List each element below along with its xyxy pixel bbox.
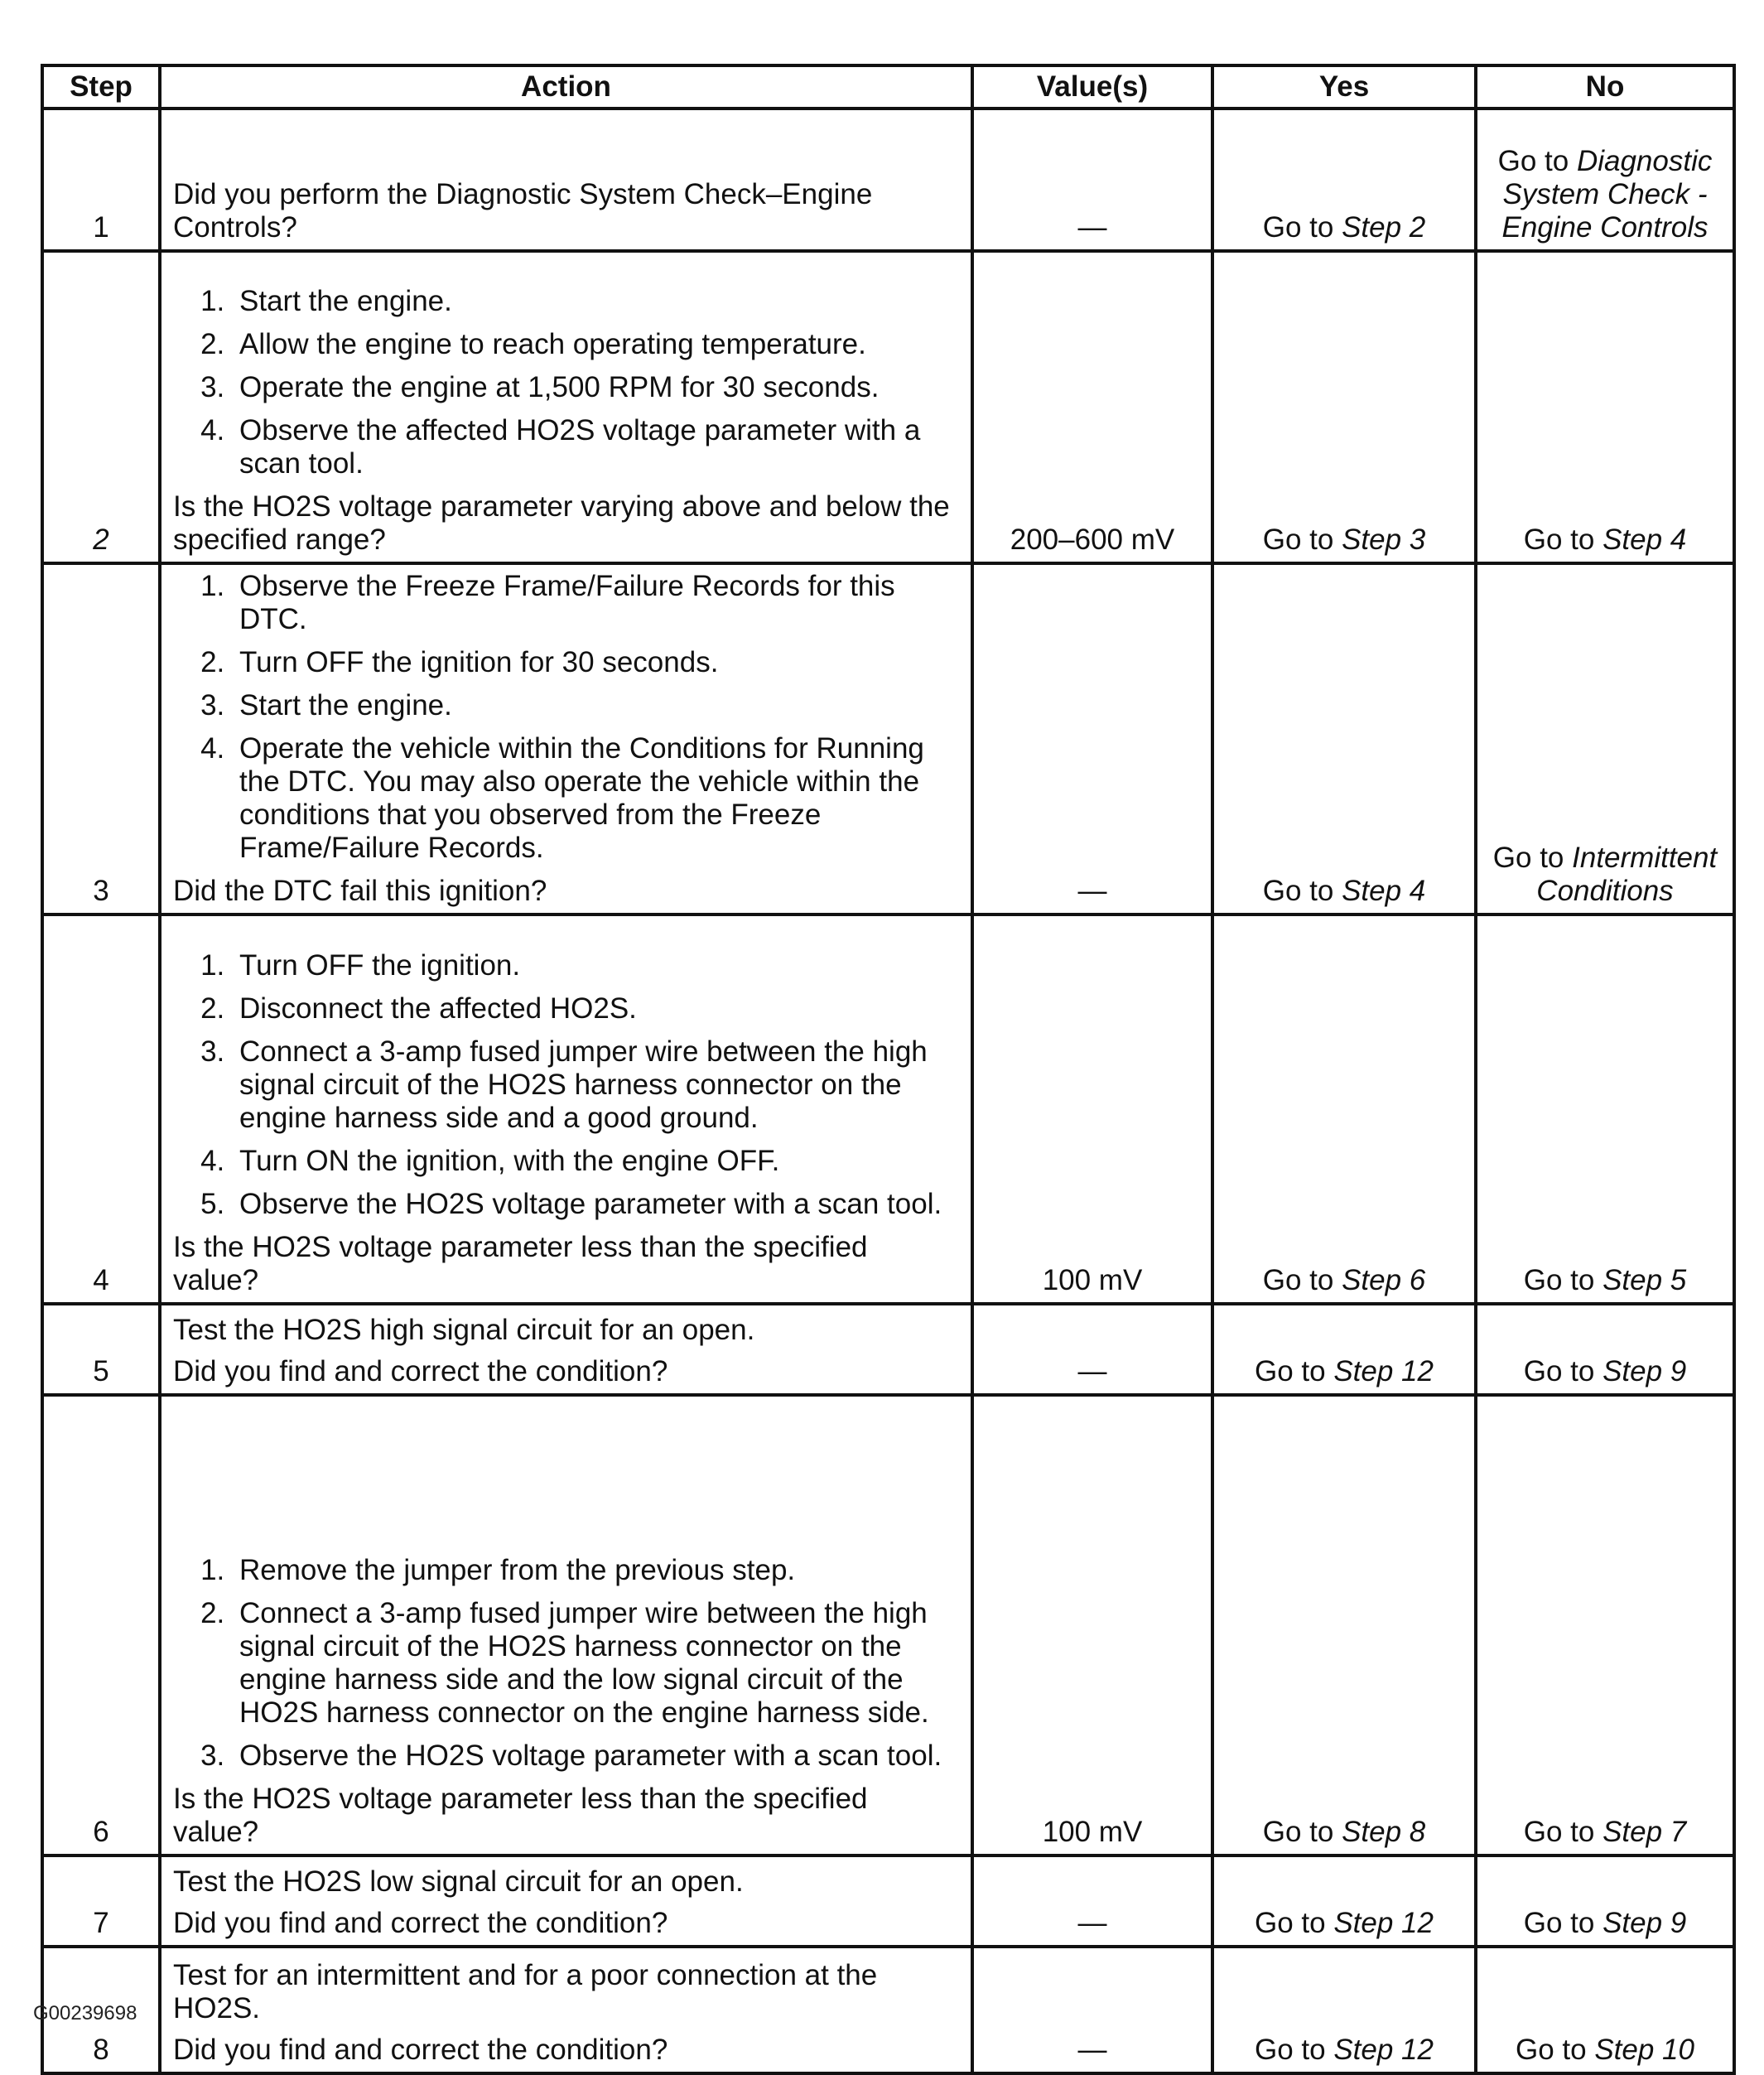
header-values: Value(s) xyxy=(972,65,1212,109)
action-item: 1. Remove the jumper from the previous step. xyxy=(233,1554,959,1587)
action-item: 2. Turn OFF the ignition for 30 seconds. xyxy=(233,646,959,679)
header-step: Step xyxy=(42,65,160,109)
action-item: 1. Observe the Freeze Frame/Failure Records for this DTC. xyxy=(233,570,959,636)
no-target-link[interactable]: Step 9 xyxy=(1603,1355,1687,1387)
no-target-link[interactable]: Step 9 xyxy=(1603,1907,1687,1939)
yes-go-to-text: Go to xyxy=(1255,1355,1334,1387)
value-cell: 200–600 mV xyxy=(972,251,1212,563)
value-cell: 100 mV xyxy=(972,914,1212,1304)
table-row xyxy=(42,1395,1734,1855)
action-item: 2. Connect a 3-amp fused jumper wire between the high signal circuit of the HO2S harness connector on the engine harness side and the low signal circuit of the HO2S harness connector on the engine harness side. xyxy=(233,1597,959,1730)
table-body xyxy=(42,109,1734,2073)
action-item: 4. Turn ON the ignition, with the engine OFF. xyxy=(233,1145,959,1178)
step-number: 4 xyxy=(42,914,160,1304)
no-cell xyxy=(1476,914,1734,1304)
no-cell xyxy=(1476,563,1734,914)
diagnostic-table xyxy=(41,64,1736,2075)
action-list xyxy=(173,1554,959,1773)
action-question: Did you find and correct the condition? xyxy=(173,1355,668,1387)
value-cell: 100 mV xyxy=(972,1395,1212,1855)
no-target-link[interactable]: Diagnostic System Check - Engine Controls xyxy=(1501,145,1713,244)
action-item: 4. Operate the vehicle within the Conditions for Running the DTC. You may also operate the vehicle within the conditions that you observed from the Freeze Frame/Failure Records. xyxy=(233,732,959,865)
yes-cell xyxy=(1212,109,1476,251)
yes-go-to-text: Go to xyxy=(1262,1816,1342,1848)
action-item: 2. Disconnect the affected HO2S. xyxy=(233,992,959,1025)
table-row xyxy=(42,109,1734,251)
action-question: Is the HO2S voltage parameter less than the specified value? xyxy=(173,1783,868,1848)
yes-cell xyxy=(1212,914,1476,1304)
action-question: Is the HO2S voltage parameter varying above and below the specified range? xyxy=(173,490,950,556)
action-question: Did you find and correct the condition? xyxy=(173,2034,668,2066)
no-target-link[interactable]: Intermittent Conditions xyxy=(1536,842,1718,907)
no-go-to-text: Go to xyxy=(1523,1816,1603,1848)
yes-target-link[interactable]: Step 12 xyxy=(1333,1355,1434,1387)
no-cell xyxy=(1476,109,1734,251)
no-target-link[interactable]: Step 4 xyxy=(1603,524,1687,556)
table-row xyxy=(42,1947,1734,2073)
value-cell: — xyxy=(972,1855,1212,1947)
action-cell xyxy=(160,251,972,563)
yes-cell xyxy=(1212,1304,1476,1395)
no-go-to-text: Go to xyxy=(1523,1264,1603,1296)
no-target-link[interactable]: Step 5 xyxy=(1603,1264,1687,1296)
figure-id: G00239698 xyxy=(33,2002,137,2024)
no-go-to-text: Go to xyxy=(1523,1907,1603,1939)
no-go-to-text: Go to xyxy=(1523,524,1603,556)
yes-target-link[interactable]: Step 4 xyxy=(1342,875,1426,907)
yes-target-link[interactable]: Step 3 xyxy=(1342,524,1426,556)
yes-target-link[interactable]: Step 12 xyxy=(1333,2034,1434,2066)
header-action: Action xyxy=(160,65,972,109)
step-number: 1 xyxy=(42,109,160,251)
table-row xyxy=(42,563,1734,914)
yes-cell xyxy=(1212,1947,1476,2073)
value-cell: — xyxy=(972,563,1212,914)
table-row xyxy=(42,1855,1734,1947)
action-cell xyxy=(160,563,972,914)
step-number: 7 xyxy=(42,1855,160,1947)
yes-go-to-text: Go to xyxy=(1262,211,1342,244)
yes-cell xyxy=(1212,251,1476,563)
action-list xyxy=(173,949,959,1221)
no-cell xyxy=(1476,1947,1734,2073)
action-list xyxy=(173,570,959,865)
action-question: Did you perform the Diagnostic System Check–Engine Controls? xyxy=(173,178,873,244)
no-target-link[interactable]: Step 7 xyxy=(1603,1816,1687,1848)
action-item: 3. Connect a 3-amp fused jumper wire between the high signal circuit of the HO2S harness connector on the engine harness side and a good ground. xyxy=(233,1035,959,1135)
action-intro: Test the HO2S low signal circuit for an open. xyxy=(173,1865,744,1898)
yes-target-link[interactable]: Step 2 xyxy=(1342,211,1426,244)
yes-go-to-text: Go to xyxy=(1262,524,1342,556)
action-cell xyxy=(160,109,972,251)
yes-go-to-text: Go to xyxy=(1262,1264,1342,1296)
action-item: 3. Operate the engine at 1,500 RPM for 30 seconds. xyxy=(233,371,959,404)
yes-cell xyxy=(1212,1855,1476,1947)
table-row xyxy=(42,251,1734,563)
no-cell xyxy=(1476,1304,1734,1395)
no-cell xyxy=(1476,1855,1734,1947)
action-item: 4. Observe the affected HO2S voltage parameter with a scan tool. xyxy=(233,414,959,480)
step-number: 5 xyxy=(42,1304,160,1395)
no-target-link[interactable]: Step 10 xyxy=(1594,2034,1694,2066)
no-go-to-text: Go to xyxy=(1497,145,1577,177)
action-question: Did you find and correct the condition? xyxy=(173,1907,668,1939)
no-go-to-text: Go to xyxy=(1516,2034,1595,2066)
action-cell xyxy=(160,1855,972,1947)
table-row xyxy=(42,1304,1734,1395)
step-number: 8 xyxy=(42,1947,160,2073)
action-item: 3. Start the engine. xyxy=(233,689,959,722)
action-item: 5. Observe the HO2S voltage parameter with a scan tool. xyxy=(233,1188,959,1221)
no-cell xyxy=(1476,251,1734,563)
header-row xyxy=(42,65,1734,109)
action-cell xyxy=(160,1947,972,2073)
value-cell: — xyxy=(972,1947,1212,2073)
action-list xyxy=(173,285,959,480)
header-yes: Yes xyxy=(1212,65,1476,109)
no-go-to-text: Go to xyxy=(1492,842,1573,874)
table-row xyxy=(42,914,1734,1304)
yes-target-link[interactable]: Step 8 xyxy=(1342,1816,1426,1848)
yes-go-to-text: Go to xyxy=(1262,875,1342,907)
value-cell: — xyxy=(972,1304,1212,1395)
yes-cell xyxy=(1212,1395,1476,1855)
action-cell xyxy=(160,1395,972,1855)
action-item: 2. Allow the engine to reach operating temperature. xyxy=(233,328,959,361)
header-no: No xyxy=(1476,65,1734,109)
no-cell xyxy=(1476,1395,1734,1855)
yes-go-to-text: Go to xyxy=(1255,1907,1334,1939)
action-intro: Test for an intermittent and for a poor connection at the HO2S. xyxy=(173,1959,878,2024)
action-cell xyxy=(160,914,972,1304)
action-item: 1. Turn OFF the ignition. xyxy=(233,949,959,982)
no-go-to-text: Go to xyxy=(1523,1355,1603,1387)
value-cell: — xyxy=(972,109,1212,251)
yes-cell xyxy=(1212,563,1476,914)
action-question: Did the DTC fail this ignition? xyxy=(173,875,547,907)
yes-target-link[interactable]: Step 6 xyxy=(1342,1264,1426,1296)
step-number: 6 xyxy=(42,1395,160,1855)
action-item: 3. Observe the HO2S voltage parameter with a scan tool. xyxy=(233,1740,959,1773)
action-intro: Test the HO2S high signal circuit for an open. xyxy=(173,1314,755,1346)
step-number: 3 xyxy=(42,563,160,914)
action-question: Is the HO2S voltage parameter less than the specified value? xyxy=(173,1231,868,1296)
action-cell xyxy=(160,1304,972,1395)
step-number: 2 xyxy=(42,251,160,563)
yes-go-to-text: Go to xyxy=(1255,2034,1334,2066)
action-item: 1. Start the engine. xyxy=(233,285,959,318)
yes-target-link[interactable]: Step 12 xyxy=(1333,1907,1434,1939)
